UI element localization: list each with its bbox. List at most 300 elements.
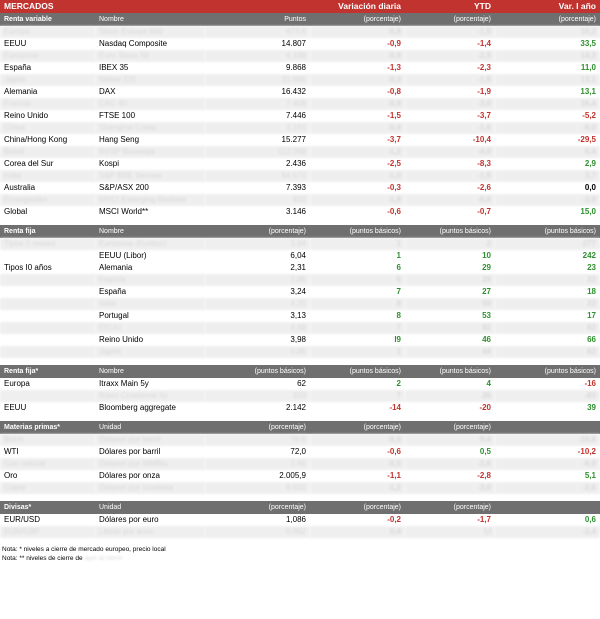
table-row xyxy=(0,170,600,182)
row-value: 0,86 xyxy=(205,346,310,358)
table-row xyxy=(0,310,600,322)
row-change: -1,6 xyxy=(405,122,495,134)
row-label: Europa xyxy=(0,378,95,390)
table-row xyxy=(0,182,600,194)
row-change: -2,6 xyxy=(495,482,600,494)
table-row xyxy=(0,322,600,334)
table-row xyxy=(0,158,600,170)
column-header: (puntos básicos) xyxy=(310,225,405,238)
row-change: 22 xyxy=(495,274,600,286)
row-change: 2,9 xyxy=(495,158,600,170)
table-row xyxy=(0,86,600,98)
row-value: 2.142 xyxy=(205,402,310,414)
row-name: Dólares por MMBtu xyxy=(95,458,205,470)
header-ytd: YTD xyxy=(474,1,491,11)
row-name: Dólares por barril xyxy=(95,434,205,446)
row-label: Emergentes xyxy=(0,194,95,206)
row-value: 3,13 xyxy=(205,310,310,322)
row-change: 277 xyxy=(495,238,600,250)
row-value: 473,6 xyxy=(205,26,310,38)
row-name: Bloomberg aggregate xyxy=(95,402,205,414)
row-value: 2.436 xyxy=(205,158,310,170)
row-label: Alemania xyxy=(0,86,95,98)
table-row xyxy=(0,98,600,110)
row-name: Dólares por euro xyxy=(95,514,205,526)
column-header: (porcentaje) xyxy=(495,13,600,26)
row-change: -6,9 xyxy=(495,458,600,470)
section-spacer xyxy=(0,218,600,225)
row-label xyxy=(0,310,95,322)
row-change: -6,8 xyxy=(405,194,495,206)
table-row xyxy=(0,458,600,470)
row-change: -2,3 xyxy=(405,62,495,74)
table-row xyxy=(0,26,600,38)
row-change: -0,9 xyxy=(310,38,405,50)
row-name: MSCI Emerging Markets xyxy=(95,194,205,206)
row-value: 4,20 xyxy=(205,298,310,310)
row-change: 8 xyxy=(310,298,405,310)
column-header: (porcentaje) xyxy=(310,13,405,26)
row-change: -4,0 xyxy=(405,146,495,158)
row-value: 933 xyxy=(205,194,310,206)
row-change: -2,6 xyxy=(405,182,495,194)
row-label: EEUU xyxy=(0,38,95,50)
row-label: Tipos 3 meses xyxy=(0,238,95,250)
column-header: Nombre xyxy=(95,13,205,26)
row-change: -10,4 xyxy=(405,134,495,146)
row-change: -8,3 xyxy=(405,158,495,170)
header-variacion-diaria: Variación diaria xyxy=(338,1,401,11)
row-value: 7.393 xyxy=(205,182,310,194)
row-name: Dólares por barril xyxy=(95,446,205,458)
row-change: 0,4 xyxy=(310,526,405,538)
row-label: España xyxy=(0,62,95,74)
table-row xyxy=(0,262,600,274)
row-label: EEUU xyxy=(0,402,95,414)
row-name: Nikkei 225 xyxy=(95,74,205,86)
section-renta-fija xyxy=(0,365,600,414)
column-header: Nombre xyxy=(95,365,205,378)
row-name: Stoxx Europe 600 xyxy=(95,26,205,38)
row-name: Hang Seng xyxy=(95,134,205,146)
column-header-row xyxy=(0,13,600,26)
row-change: 2 xyxy=(405,238,495,250)
row-change: -0,8 xyxy=(310,26,405,38)
row-change: 33,5 xyxy=(495,38,600,50)
row-change: -0,2 xyxy=(310,514,405,526)
row-change: 14,3 xyxy=(495,50,600,62)
column-header: Nombre xyxy=(95,225,205,238)
row-value: 4,68 xyxy=(205,322,310,334)
row-change: I,I xyxy=(405,526,495,538)
row-change: 5,1 xyxy=(495,470,600,482)
table-row xyxy=(0,446,600,458)
row-change: 46 xyxy=(405,334,495,346)
row-name: MSCI World** xyxy=(95,206,205,218)
row-change: -2,8 xyxy=(405,470,495,482)
row-change: 10,2 xyxy=(495,26,600,38)
row-value: 16.432 xyxy=(205,86,310,98)
row-value: 62 xyxy=(205,378,310,390)
row-change: -0,5 xyxy=(310,434,405,446)
row-change: 7 xyxy=(310,322,405,334)
row-value: 64.571 xyxy=(205,170,310,182)
row-change: 15,0 xyxy=(495,206,600,218)
column-header: Unidad xyxy=(95,421,205,434)
table-row xyxy=(0,250,600,262)
note-2-text: Nota: ** niveles de cierre de xyxy=(2,555,83,562)
row-label: Oro xyxy=(0,470,95,482)
table-row xyxy=(0,514,600,526)
row-label: EUR/USD xyxy=(0,514,95,526)
row-change: -3,7 xyxy=(405,110,495,122)
row-name: Japón xyxy=(95,346,205,358)
row-label: Gas natural xyxy=(0,458,95,470)
note-1-text: Nota: * niveles a cierre de mercado europeo, precio local xyxy=(2,546,166,553)
table-row xyxy=(0,298,600,310)
row-change: -0,5 xyxy=(310,458,405,470)
row-label xyxy=(0,250,95,262)
row-name: EEUU xyxy=(95,322,205,334)
row-change: -2,5 xyxy=(310,158,405,170)
row-change: 27 xyxy=(405,286,495,298)
row-label xyxy=(0,322,95,334)
row-change: -1,1 xyxy=(310,470,405,482)
section-renta-fija xyxy=(0,225,600,358)
row-change: -10,2 xyxy=(495,446,600,458)
note-1 xyxy=(0,545,600,554)
table-row xyxy=(0,334,600,346)
row-name: Dólares por tonelada xyxy=(95,482,205,494)
row-change: 29 xyxy=(405,274,495,286)
row-change: -0,6 xyxy=(310,446,405,458)
row-change: -1,8 xyxy=(310,194,405,206)
row-change: -1,5 xyxy=(405,74,495,86)
row-label: EUR/GBP xyxy=(0,526,95,538)
row-change: -83 xyxy=(495,390,600,402)
row-name: Libras por euro xyxy=(95,526,205,538)
column-header: (puntos básicos) xyxy=(495,365,600,378)
row-label: Francia xyxy=(0,98,95,110)
row-change: -1,2 xyxy=(310,146,405,158)
row-change: -0,9 xyxy=(310,98,405,110)
column-header: (puntos básicos) xyxy=(405,225,495,238)
row-value: 2.005,9 xyxy=(205,470,310,482)
row-change: -1,2 xyxy=(310,482,405,494)
row-change: -10,8 xyxy=(495,434,600,446)
row-change: 17 xyxy=(495,310,600,322)
row-change: -29,5 xyxy=(495,134,600,146)
column-header: (puntos básicos) xyxy=(310,365,405,378)
row-change: -1,3 xyxy=(310,62,405,74)
column-header: Unidad xyxy=(95,501,205,514)
column-header: (porcentaje) xyxy=(205,501,310,514)
row-value: 76,6 xyxy=(205,434,310,446)
row-value: 4.198 xyxy=(205,50,310,62)
row-name: Francia xyxy=(95,274,205,286)
row-change: 6 xyxy=(310,274,405,286)
row-value: 3,94 xyxy=(205,238,310,250)
table-row xyxy=(0,470,600,482)
row-change: -2,5 xyxy=(405,50,495,62)
row-value: 9.868 xyxy=(205,62,310,74)
report-header xyxy=(0,0,600,13)
row-change: 0,4 xyxy=(495,146,600,158)
row-change: 13,1 xyxy=(495,86,600,98)
column-header-row xyxy=(0,421,600,434)
row-change: 13,1 xyxy=(495,74,600,86)
column-header: (puntos básicos) xyxy=(205,365,310,378)
row-change: -3,9 xyxy=(495,194,600,206)
table-row xyxy=(0,238,600,250)
row-label: Australia xyxy=(0,182,95,194)
row-value: 3.146 xyxy=(205,206,310,218)
row-change: 6 xyxy=(310,262,405,274)
row-name: Italia xyxy=(95,298,205,310)
row-name: BVSP Ibovespa xyxy=(95,146,205,158)
row-label: Eurozona xyxy=(0,50,95,62)
row-value: 15.277 xyxy=(205,134,310,146)
row-name: Kospi xyxy=(95,158,205,170)
column-header-row xyxy=(0,501,600,514)
row-name: Shanghai Comp. xyxy=(95,122,205,134)
table-row xyxy=(0,38,600,50)
row-change: 23 xyxy=(495,298,600,310)
row-change: -3,7 xyxy=(310,134,405,146)
row-label: Brent xyxy=(0,434,95,446)
row-name: EEUU (Libor) xyxy=(95,250,205,262)
row-value: 14.807 xyxy=(205,38,310,50)
row-change: -0,4 xyxy=(310,122,405,134)
row-label: Reino Unido xyxy=(0,110,95,122)
row-value: 6,04 xyxy=(205,250,310,262)
row-name: CAC 40 xyxy=(95,98,205,110)
row-value: 32.686 xyxy=(205,74,310,86)
row-change: -1,9 xyxy=(405,86,495,98)
row-change: 1 xyxy=(310,346,405,358)
row-change: -1,4 xyxy=(405,38,495,50)
row-change: -5,2 xyxy=(495,110,600,122)
column-header: (porcentaje) xyxy=(310,501,405,514)
row-value: 3.161 xyxy=(205,122,310,134)
row-name: Dólares por onza xyxy=(95,470,205,482)
header-var-1-anio: Var. I año xyxy=(558,1,596,11)
section-label: Renta fija* xyxy=(0,365,95,378)
row-name: Itraxx Main 5y xyxy=(95,378,205,390)
row-change: -3,0 xyxy=(405,98,495,110)
row-value: 112.268 xyxy=(205,146,310,158)
row-change: 39 xyxy=(495,402,600,414)
table-row xyxy=(0,74,600,86)
table-row xyxy=(0,286,600,298)
row-change: I9 xyxy=(310,334,405,346)
row-label: China xyxy=(0,122,95,134)
table-row xyxy=(0,378,600,390)
row-change: 7 xyxy=(310,286,405,298)
column-header: (puntos básicos) xyxy=(405,365,495,378)
column-header-row xyxy=(0,225,600,238)
row-change: -1,5 xyxy=(405,26,495,38)
row-name: Portugal xyxy=(95,310,205,322)
row-label: Corea del Sur xyxy=(0,158,95,170)
section-spacer xyxy=(0,414,600,421)
row-name: Alemania xyxy=(95,262,205,274)
table-row xyxy=(0,50,600,62)
section-spacer xyxy=(0,538,600,545)
row-change: -0,3 xyxy=(310,74,405,86)
table-row xyxy=(0,206,600,218)
row-label: Cobre xyxy=(0,482,95,494)
row-name: FTSE 100 xyxy=(95,110,205,122)
section-renta-variable xyxy=(0,13,600,218)
row-label: Japón xyxy=(0,74,95,86)
row-change: 0,4 xyxy=(405,434,495,446)
row-change: 4 xyxy=(405,378,495,390)
row-name: Euro Stoxx 50 xyxy=(95,50,205,62)
column-header: Puntos xyxy=(205,13,310,26)
row-change: -1,5 xyxy=(310,110,405,122)
header-band xyxy=(0,0,600,13)
table-row xyxy=(0,62,600,74)
table-row xyxy=(0,434,600,446)
column-header: (porcentaje) xyxy=(405,13,495,26)
table-row xyxy=(0,134,600,146)
table-row xyxy=(0,110,600,122)
row-change: -1,0 xyxy=(310,170,405,182)
table-row xyxy=(0,482,600,494)
section-materias-primas xyxy=(0,421,600,494)
row-change: -0,6 xyxy=(310,206,405,218)
row-change: -14 xyxy=(310,402,405,414)
report-title: MERCADOS xyxy=(4,1,54,11)
column-header-row xyxy=(0,365,600,378)
section-spacer xyxy=(0,358,600,365)
row-value: 0,862 xyxy=(205,526,310,538)
row-change: 10 xyxy=(405,250,495,262)
row-label: China/Hong Kong xyxy=(0,134,95,146)
row-change: 1 xyxy=(310,238,405,250)
row-change: 18 xyxy=(495,286,600,298)
row-change: -3,0 xyxy=(405,482,495,494)
row-name: Itraxx Crossover 5y xyxy=(95,390,205,402)
row-label: Europa xyxy=(0,26,95,38)
row-name: DAX xyxy=(95,86,205,98)
row-value: 3,24 xyxy=(205,286,310,298)
row-value: 72,0 xyxy=(205,446,310,458)
row-change: 53 xyxy=(405,310,495,322)
row-change: 11,0 xyxy=(495,62,600,74)
row-name: Reino Unido xyxy=(95,334,205,346)
row-value: 2,86 xyxy=(205,274,310,286)
row-change: 26 xyxy=(405,390,495,402)
row-value: 3,98 xyxy=(205,334,310,346)
row-label: WTI xyxy=(0,446,95,458)
row-value: 2,31 xyxy=(205,262,310,274)
column-header: (porcentaje) xyxy=(205,421,310,434)
note-2-blurred: ayer al cierre xyxy=(84,555,122,562)
row-change: -0,7 xyxy=(405,206,495,218)
row-change: 23 xyxy=(495,262,600,274)
column-header: (porcentaje) xyxy=(205,225,310,238)
section-label: Materias primas* xyxy=(0,421,95,434)
row-name: IBEX 35 xyxy=(95,62,205,74)
row-change: -20 xyxy=(405,402,495,414)
row-name: España xyxy=(95,286,205,298)
table-row xyxy=(0,122,600,134)
row-name: Eurozona (Euribor) xyxy=(95,238,205,250)
row-value: 7.408 xyxy=(205,98,310,110)
section-divisas xyxy=(0,501,600,538)
row-change: -2,4 xyxy=(495,526,600,538)
table-row xyxy=(0,274,600,286)
row-name: S&P/ASX 200 xyxy=(95,182,205,194)
row-change: -0,8 xyxy=(310,86,405,98)
row-label: Global xyxy=(0,206,95,218)
row-change: -1,7 xyxy=(405,514,495,526)
row-label xyxy=(0,334,95,346)
row-change: 62 xyxy=(495,346,600,358)
table-row xyxy=(0,402,600,414)
table-row xyxy=(0,526,600,538)
row-change: 0,6 xyxy=(495,514,600,526)
row-change: 242 xyxy=(495,250,600,262)
column-header: (puntos básicos) xyxy=(495,225,600,238)
row-change: -1,5 xyxy=(405,170,495,182)
row-name: S&P BSE Sensex xyxy=(95,170,205,182)
row-change: 66 xyxy=(495,334,600,346)
row-change: 2 xyxy=(310,378,405,390)
row-change: 3,7 xyxy=(495,170,600,182)
sections-container xyxy=(0,13,600,545)
row-value: 7.446 xyxy=(205,110,310,122)
column-header xyxy=(495,501,600,514)
row-change: 0,5 xyxy=(405,446,495,458)
row-label xyxy=(0,298,95,310)
section-label: Renta variable xyxy=(0,13,95,26)
row-change: -0,3 xyxy=(310,182,405,194)
row-change: 50 xyxy=(405,298,495,310)
section-label: Divisas* xyxy=(0,501,95,514)
row-label xyxy=(0,286,95,298)
row-value: 1,086 xyxy=(205,514,310,526)
column-header: (porcentaje) xyxy=(310,421,405,434)
table-row xyxy=(0,146,600,158)
row-label: Brasil xyxy=(0,146,95,158)
table-row xyxy=(0,346,600,358)
row-change: 16,4 xyxy=(495,98,600,110)
row-change: 29 xyxy=(405,262,495,274)
column-header: (porcentaje) xyxy=(405,421,495,434)
column-header: (porcentaje) xyxy=(405,501,495,514)
column-header xyxy=(495,421,600,434)
row-change: 7 xyxy=(310,390,405,402)
row-change: 44 xyxy=(405,346,495,358)
section-spacer xyxy=(0,494,600,501)
row-value: 8.020 xyxy=(205,482,310,494)
note-2 xyxy=(0,554,600,563)
row-label: Tipos I0 años xyxy=(0,262,95,274)
row-change: -2,6 xyxy=(405,458,495,470)
row-label xyxy=(0,390,95,402)
row-label: India xyxy=(0,170,95,182)
row-change: -16 xyxy=(495,378,600,390)
table-row xyxy=(0,194,600,206)
row-change: 81 xyxy=(405,322,495,334)
row-change: 0,0 xyxy=(495,182,600,194)
section-label: Renta fija xyxy=(0,225,95,238)
row-change: -6,0 xyxy=(495,122,600,134)
row-change: -0,9 xyxy=(310,50,405,62)
